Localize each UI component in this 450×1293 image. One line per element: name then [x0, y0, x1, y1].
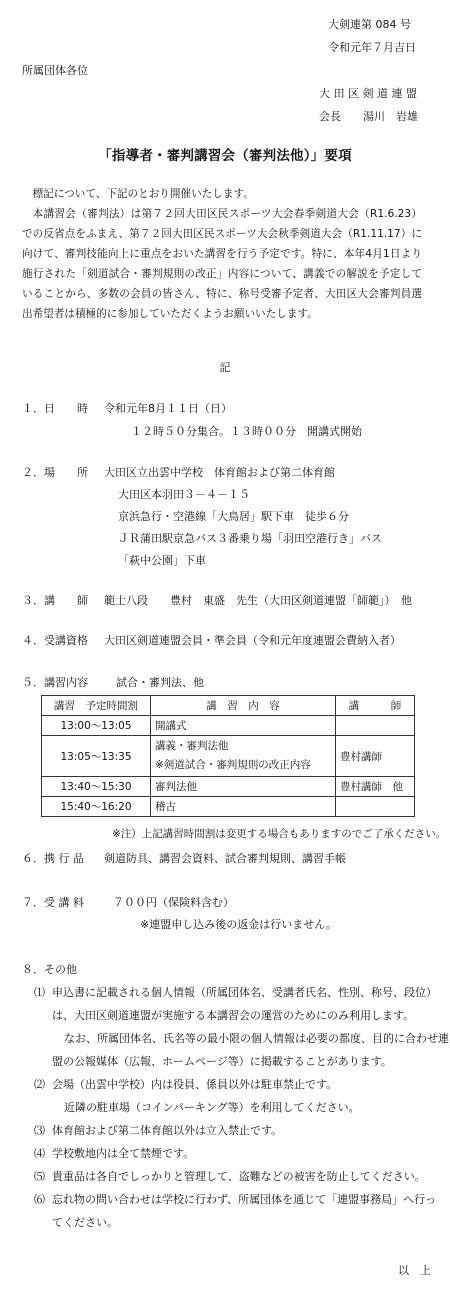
- item-eligibility-value: 大田区剣道連盟会員・準会員（令和元年度連盟会費納入者）: [104, 634, 401, 647]
- other-item-line: てください。: [52, 1216, 118, 1229]
- item-place-line: 大田区立出雲中学校 体育館および第二体育館: [104, 466, 335, 479]
- schedule-content: 開講式: [151, 716, 336, 736]
- schedule-lecturer: 豊村講師: [336, 736, 415, 777]
- other-item-line: 会場（出雲中学校）内は役員、係員以外は駐車禁止です。: [52, 1078, 338, 1091]
- sender-title: 会長: [319, 110, 341, 123]
- schedule-lecturer: [336, 716, 415, 736]
- document-number: 大剣連第 084 号: [328, 18, 411, 31]
- schedule-content: 審判法他: [151, 777, 336, 797]
- other-item-number: ⑸: [34, 1170, 45, 1183]
- schedule-time: 15:40～16:20: [42, 797, 151, 817]
- item-content-value: 試合・審判法、他: [116, 676, 204, 689]
- other-item-line: 学校敷地内は全て禁煙です。: [52, 1147, 195, 1160]
- other-item-number: ⑴: [34, 986, 45, 999]
- other-item-line: 申込書に記載される個人情報（所属団体名、受講者氏名、性別、称号、段位）: [52, 986, 437, 999]
- item-fee-note: ※連盟申し込み後の返金は行いません。: [140, 918, 337, 931]
- item-place-line: 京浜急行・空港線「大鳥居」駅下車 徒歩６分: [118, 510, 349, 523]
- other-item-number: ⑵: [34, 1078, 45, 1091]
- other-item-line: 忘れ物の問い合わせは学校に行わず、所属団体を通じて「連盟事務局」へ行っ: [52, 1193, 437, 1206]
- item-other-label: ８．その他: [22, 963, 77, 976]
- schedule-header-row: [42, 696, 415, 716]
- table-row: [42, 736, 415, 777]
- other-item-line: 体育館および第二体育館以外は立入禁止です。: [52, 1124, 283, 1137]
- schedule-time: 13:40～15:30: [42, 777, 151, 797]
- other-item-line: 近隣の駐車場（コインパーキング等）を利用してください。: [64, 1101, 360, 1114]
- intro-paragraph: 標記について、下記のとおり開催いたします。: [32, 188, 254, 200]
- item-lecturer-label: ３．講 師: [22, 594, 88, 607]
- schedule-header: 講 師: [336, 696, 415, 716]
- other-item-number: ⑷: [34, 1147, 45, 1160]
- other-item-number: ⑶: [34, 1124, 45, 1137]
- schedule-content: [151, 736, 336, 777]
- schedule-note: ※注）上記講習時間割は変更する場合もありますのでご了承ください。: [112, 828, 447, 840]
- item-place-line: 「萩中公園」下車: [118, 554, 206, 567]
- schedule-content-line: 講義・審判法他: [155, 740, 229, 752]
- item-lecturer-value: 範士八段 豊村 東盛 先生（大田区剣道連盟「師範」） 他: [104, 594, 412, 607]
- schedule-content: 稽古: [151, 797, 336, 817]
- closing-mark: 以 上: [398, 1264, 431, 1277]
- item-fee-label: ７．受 講 料: [22, 896, 84, 909]
- item-bring-value: 剣道防具、講習会資料、試合審判規則、講習手帳: [104, 852, 346, 865]
- intro-text: [22, 184, 422, 324]
- sender-organization: 大 田 区 剣 道 連 盟: [319, 87, 417, 100]
- item-fee-value: ７００円（保険料含む）: [113, 896, 234, 909]
- schedule-time: 13:00～13:05: [42, 716, 151, 736]
- document-date: 令和元年７月吉日: [328, 41, 416, 54]
- schedule-time: 13:05～13:35: [42, 736, 151, 777]
- other-item-line: 貴重品は各自でしっかりと管理して、盗難などの被害を防止してください。: [52, 1170, 426, 1183]
- page-title: 「指導者・審判講習会（審判法他）」要項: [98, 148, 352, 164]
- item-place-line: ＪＲ蒲田駅京急バス３番乗り場「羽田空港行き」バス: [118, 532, 382, 545]
- table-row: [42, 716, 415, 736]
- intro-paragraph: 本講習会（審判法）は第７２回大田区民スポーツ大会春季剣道大会（R1.6.23）での反省点をふまえ、第７２回大田区民スポーツ大会秋季剣道大会（R1.11.17）に向けて、審判技能向上に重点をおいた講習を行う予定です。特に、本年4月1日より施行された「剣道試合・審判規則の改正」内容について、講義での解説を予定していることから、多数の会員の皆さん、特に、称号受審予定者、大田区大会審判員選出希望者は積極的に参加していただくようお願いいたします。: [22, 208, 422, 320]
- sender-name: 湯川 岩雄: [363, 110, 418, 123]
- item-bring-label: ６．携 行 品: [22, 852, 84, 865]
- item-place-line: 大田区本羽田３－４－１５: [118, 488, 250, 501]
- table-row: [42, 797, 415, 817]
- item-eligibility-label: ４．受講資格: [22, 634, 88, 647]
- other-item-number: ⑹: [34, 1193, 45, 1206]
- schedule-lecturer: [336, 797, 415, 817]
- other-item-line: 盟の公報媒体（広報、ホームページ等）に掲載することがあります。: [52, 1055, 392, 1068]
- addressee: 所属団体各位: [22, 64, 88, 77]
- item-date-time: １２時５０分集合。１３時００分 開講式開始: [131, 425, 362, 438]
- ki-heading: 記: [219, 361, 231, 374]
- item-date-label: １．日 時: [22, 402, 88, 415]
- schedule-lecturer: 豊村講師 他: [336, 777, 415, 797]
- other-item-line: は、大田区剣道連盟が実施する本講習会の運営のためにのみ利用します。: [52, 1009, 415, 1022]
- schedule-content-line: ※剣道試合・審判規則の改正内容: [155, 759, 311, 771]
- schedule-header: 講 習 内 容: [151, 696, 336, 716]
- table-row: [42, 777, 415, 797]
- schedule-header: 講習 予定時間割: [42, 696, 151, 716]
- item-content-label: ５．講習内容: [22, 676, 88, 689]
- other-item-line: なお、所属団体名、氏名等の最小限の個人情報は必要の都度、目的に合わせ連: [64, 1032, 449, 1045]
- schedule-table: [41, 695, 415, 817]
- item-date-value: 令和元年8月１１日（日）: [104, 402, 232, 415]
- item-place-label: ２．場 所: [22, 466, 88, 479]
